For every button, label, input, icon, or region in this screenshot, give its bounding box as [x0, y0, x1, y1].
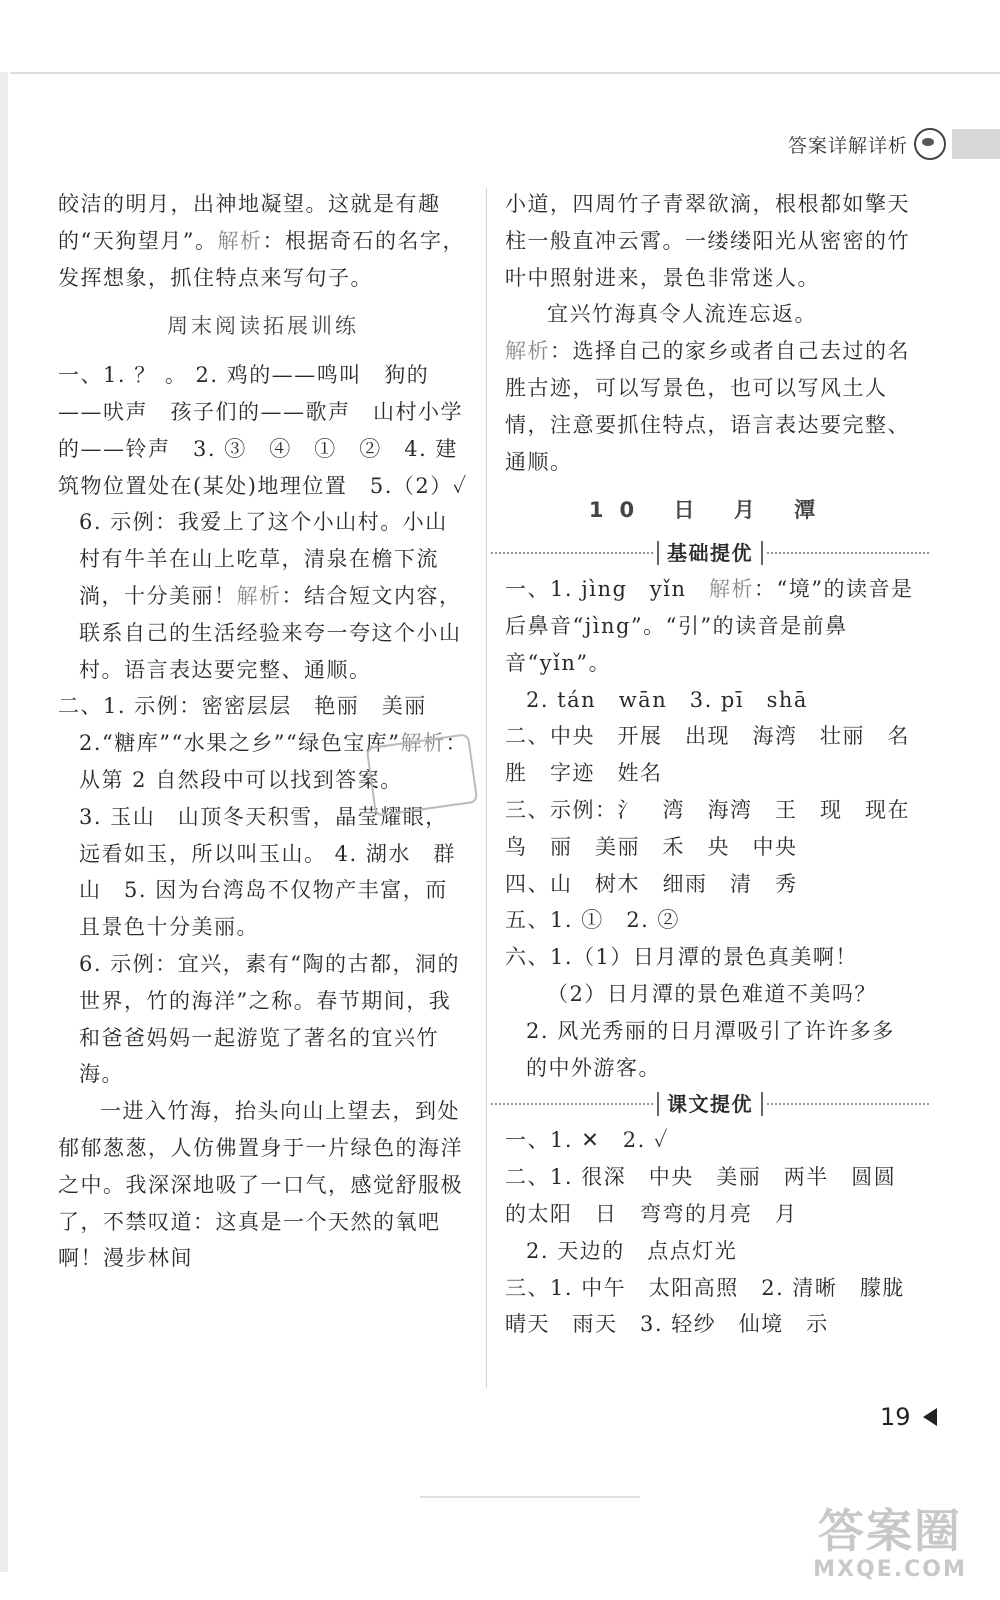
answer-block: 小道，四周竹子青翠欲滴，根根都如擎天柱一般直冲云霄。一缕缕阳光从密密的竹叶中照射进来，景色非常迷人。	[505, 192, 910, 290]
answer-block: 一、1. ✕ 2. ✓	[505, 1128, 670, 1153]
answer-block: 四、山 树木 细雨 清 秀	[505, 871, 798, 896]
answer-block: 6. 示例：我爱上了这个小山村。小山村有牛羊在山上吃草，清泉在檐下流淌，十分美丽！解析：结合短文内容，联系自己的生活经验来夸一夸这个小山村。语言表达要完整、通顺。	[79, 510, 462, 682]
top-rule	[10, 72, 1000, 74]
page-number: 19	[880, 1403, 937, 1431]
bottom-rule	[420, 1496, 640, 1498]
lesson-title: 10 日 月 潭	[588, 498, 832, 523]
answer-block: 2.“糖库”“水果之乡”“绿色宝库”解析：从第 2 自然段中可以找到答案。	[79, 731, 468, 792]
answer-block: 一、1. ？ 。 2. 鸡的——鸣叫 狗的——吠声 孩子们的——歌声 山村小学的——铃声 3. ③ ④ ① ② 4. 建筑物位置处在(某处)地理位置 5.（2）✓	[58, 363, 468, 498]
answer-block: 二、1. 示例：密密层层 艳丽 美丽	[58, 694, 427, 719]
answer-block: （2）日月潭的景色难道不美吗？	[547, 981, 877, 1006]
answer-block: 宜兴竹海真令人流连忘返。	[547, 302, 817, 327]
answer-block: 2. tán wān 3. pī shā	[526, 687, 808, 712]
answer-block: 一进入竹海，抬头向山上望去，到处郁郁葱葱，人仿佛置身于一片绿色的海洋之中。我深深地吸了一口气，感觉舒服极了，不禁叹道：这真是一个天然的氧吧啊！漫步林间	[58, 1099, 463, 1271]
subsection-label: 课文提优	[657, 1092, 763, 1116]
answer-block: 二、1. 很深 中央 美丽 两半 圆圆的太阳 日 弯弯的月亮 月	[505, 1165, 897, 1226]
left-edge-shadow	[0, 72, 8, 1572]
watermark-logo: 答案圈	[818, 1504, 962, 1558]
analysis-label: 解析	[505, 339, 550, 364]
answer-block: 六、1.（1）日月潭的景色真美啊！	[505, 945, 858, 970]
analysis-label: 解析	[217, 228, 263, 253]
section-title: 周末阅读拓展训练	[167, 314, 359, 339]
subsection-header	[491, 1092, 929, 1116]
answer-block: 3. 玉山 山顶冬天积雪，晶莹耀眼，远看如玉，所以叫玉山。 4. 湖水 群山 5. 因为台湾岛不仅物产丰富，而且景色十分美丽。	[79, 804, 456, 940]
answer-block: 五、1. ① 2. ②	[505, 908, 680, 933]
subsection-label: 基础提优	[657, 541, 763, 565]
page-header	[788, 128, 1000, 160]
answer-block: 解析：选择自己的家乡或者自己去过的名胜古迹，可以写景色，也可以写风土人情，注意要抓住特点，语言表达要完整、通顺。	[505, 339, 910, 474]
watermark-url: MXQE.COM	[813, 1557, 967, 1582]
left-column	[58, 186, 468, 1277]
site-watermark	[790, 1505, 990, 1582]
right-column	[505, 186, 933, 1343]
triangle-left-icon	[923, 1408, 937, 1426]
analysis-label: 解析	[400, 731, 446, 756]
smiley-icon	[914, 128, 946, 160]
analysis-label: 解析	[709, 577, 755, 602]
answer-block: 2. 风光秀丽的日月潭吸引了许许多多的中外游客。	[526, 1018, 895, 1080]
answer-block: 三、1. 中午 太阳高照 2. 清晰 朦胧 晴天 雨天 3. 轻纱 仙境 示	[505, 1275, 928, 1337]
answer-block: 一、1. jìng yǐn 解析：“境”的读音是后鼻音“jìng”。“引”的读音是前鼻音“yǐn”。	[505, 577, 914, 675]
subsection-header	[491, 541, 929, 565]
paragraph: 皎洁的明月，出神地凝望。这就是有趣的“天狗望月”。解析：根据奇石的名字，发挥想象，抓住特点来写句子。	[58, 192, 465, 290]
header-tab	[952, 129, 1000, 159]
analysis-label: 解析	[236, 583, 282, 608]
answer-block: 6. 示例：宜兴，素有“陶的古都，洞的世界，竹的海洋”之称。春节期间，我和爸爸妈妈一起游览了著名的宜兴竹海。	[79, 951, 460, 1087]
answer-block: 三、示例：氵 湾 海湾 王 现 现在 鸟 丽 美丽 禾 央 中央	[505, 797, 933, 859]
header-title: 答案详解详析	[787, 134, 908, 157]
answer-block: 2. 天边的 点点灯光	[526, 1238, 738, 1263]
column-divider	[486, 188, 487, 1388]
answer-block: 二、中央 开展 出现 海湾 壮丽 名胜 字迹 姓名	[505, 724, 910, 786]
stamp-watermark	[366, 733, 479, 817]
